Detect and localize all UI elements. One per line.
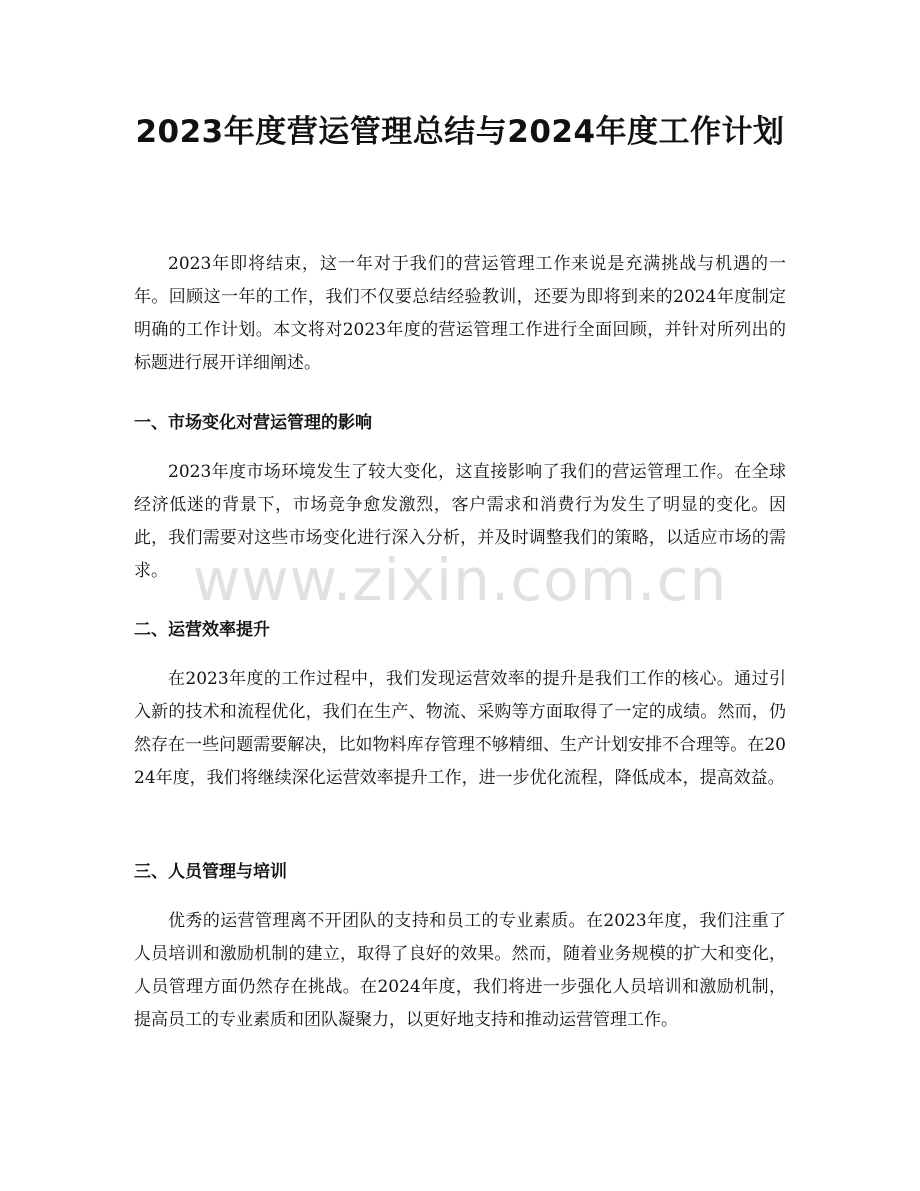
section-1-heading: 一、市场变化对营运管理的影响	[134, 413, 372, 433]
section-1-body: 2023年度市场环境发生了较大变化，这直接影响了我们的营运管理工作。在全球经济低迷的背景下，市场竞争愈发激烈，客户需求和消费行为发生了明显的变化。因此，我们需要对这些市场变化进行深入分析，并及时调整我们的策略，以适应市场的需求。	[134, 462, 786, 581]
section-2-heading: 二、运营效率提升	[134, 620, 270, 640]
document-title: 2023年度营运管理总结与2024年度工作计划	[135, 114, 785, 150]
section-3-heading: 三、人员管理与培训	[134, 862, 287, 882]
section-3-body: 优秀的运营管理离不开团队的支持和员工的专业素质。在2023年度，我们注重了人员培训和激励机制的建立，取得了良好的效果。然而，随着业务规模的扩大和变化，人员管理方面仍然存在挑战。在2024年度，我们将进一步强化人员培训和激励机制，提高员工的专业素质和团队凝聚力，以更好地支持和推动运营管理工作。	[134, 911, 786, 1030]
intro-paragraph: 2023年即将结束，这一年对于我们的营运管理工作来说是充满挑战与机遇的一年。回顾这一年的工作，我们不仅要总结经验教训，还要为即将到来的2024年度制定明确的工作计划。本文将对2023年度的营运管理工作进行全面回顾，并针对所列出的标题进行展开详细阐述。	[134, 254, 786, 373]
watermark-text: www.zixin.com.cn	[192, 546, 728, 614]
section-2-body: 在2023年度的工作过程中，我们发现运营效率的提升是我们工作的核心。通过引入新的技术和流程优化，我们在生产、物流、采购等方面取得了一定的成绩。然而，仍然存在一些问题需要解决，比如物料库存管理不够精细、生产计划安排不合理等。在2024年度，我们将继续深化运营效率提升工作，进一步优化流程，降低成本，提高效益。	[134, 669, 786, 788]
